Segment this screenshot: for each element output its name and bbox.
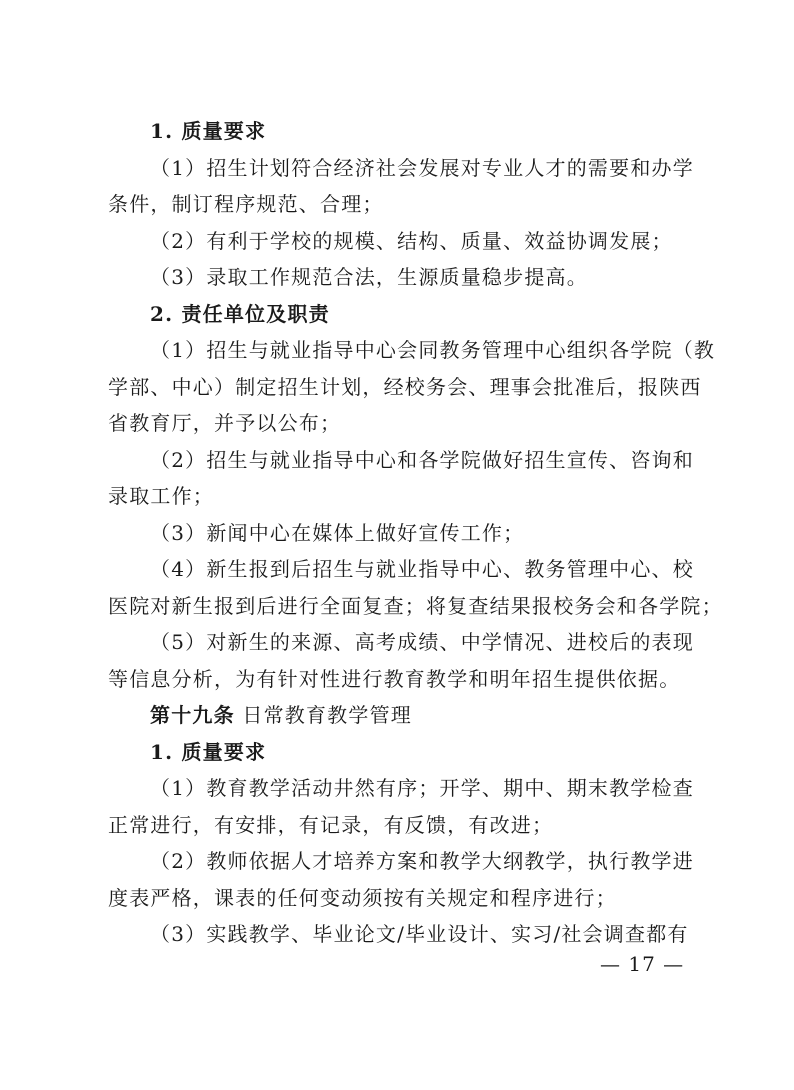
paragraph-line: 等信息分析，为有针对性进行教育教学和明年招生提供依据。 xyxy=(108,666,681,691)
section-heading-responsibilities: 2. 责任单位及职责 xyxy=(150,301,330,326)
paragraph-line: （3）录取工作规范合法，生源质量稳步提高。 xyxy=(150,265,588,289)
paragraph-line: 省教育厅，并予以公布； xyxy=(108,411,342,435)
article-title: 日常教育教学管理 xyxy=(234,703,412,727)
page-number: — 17 — xyxy=(600,952,685,976)
paragraph-line: （2）教师依据人才培养方案和教学大纲教学，执行教学进 xyxy=(150,849,694,873)
paragraph-line: 正常进行，有安排，有记录，有反馈，有改进； xyxy=(108,812,554,837)
paragraph-line: 学部、中心）制定招生计划，经校务会、理事会批准后，报陕西 xyxy=(108,374,702,399)
paragraph-line: 录取工作； xyxy=(108,484,214,508)
paragraph-line: （1）教育教学活动井然有序；开学、期中、期末教学检查 xyxy=(150,776,694,800)
article-heading xyxy=(108,697,690,734)
document-body xyxy=(108,113,723,953)
paragraph-line: 条件，制订程序规范、合理； xyxy=(108,192,384,216)
paragraph-line: 医院对新生报到后进行全面复查；将复查结果报校务会和各学院； xyxy=(108,593,723,618)
paragraph-line: （5）对新生的来源、高考成绩、中学情况、进校后的表现 xyxy=(150,630,694,654)
paragraph-line: （4）新生报到后招生与就业指导中心、教务管理中心、校 xyxy=(150,557,694,581)
section-heading-quality-requirements: 1. 质量要求 xyxy=(150,739,267,764)
section-heading-quality-requirements: 1. 质量要求 xyxy=(150,119,267,143)
paragraph-line: （3）新闻中心在媒体上做好宣传工作； xyxy=(150,520,525,545)
paragraph-line: （1）招生计划符合经济社会发展对专业人才的需要和办学 xyxy=(150,155,694,180)
paragraph-line: （2）有利于学校的规模、结构、质量、效益协调发展； xyxy=(150,228,673,253)
paragraph-line: （3）实践教学、毕业论文/毕业设计、实习/社会调查都有 xyxy=(150,922,689,946)
article-number: 第十九条 xyxy=(150,703,235,727)
paragraph-line: 度表严格，课表的任何变动须按有关规定和程序进行； xyxy=(108,885,617,910)
paragraph-line: （2）招生与就业指导中心和各学院做好招生宣传、咨询和 xyxy=(150,447,694,472)
paragraph-line: （1）招生与就业指导中心会同教务管理中心组织各学院（教 xyxy=(150,338,716,362)
